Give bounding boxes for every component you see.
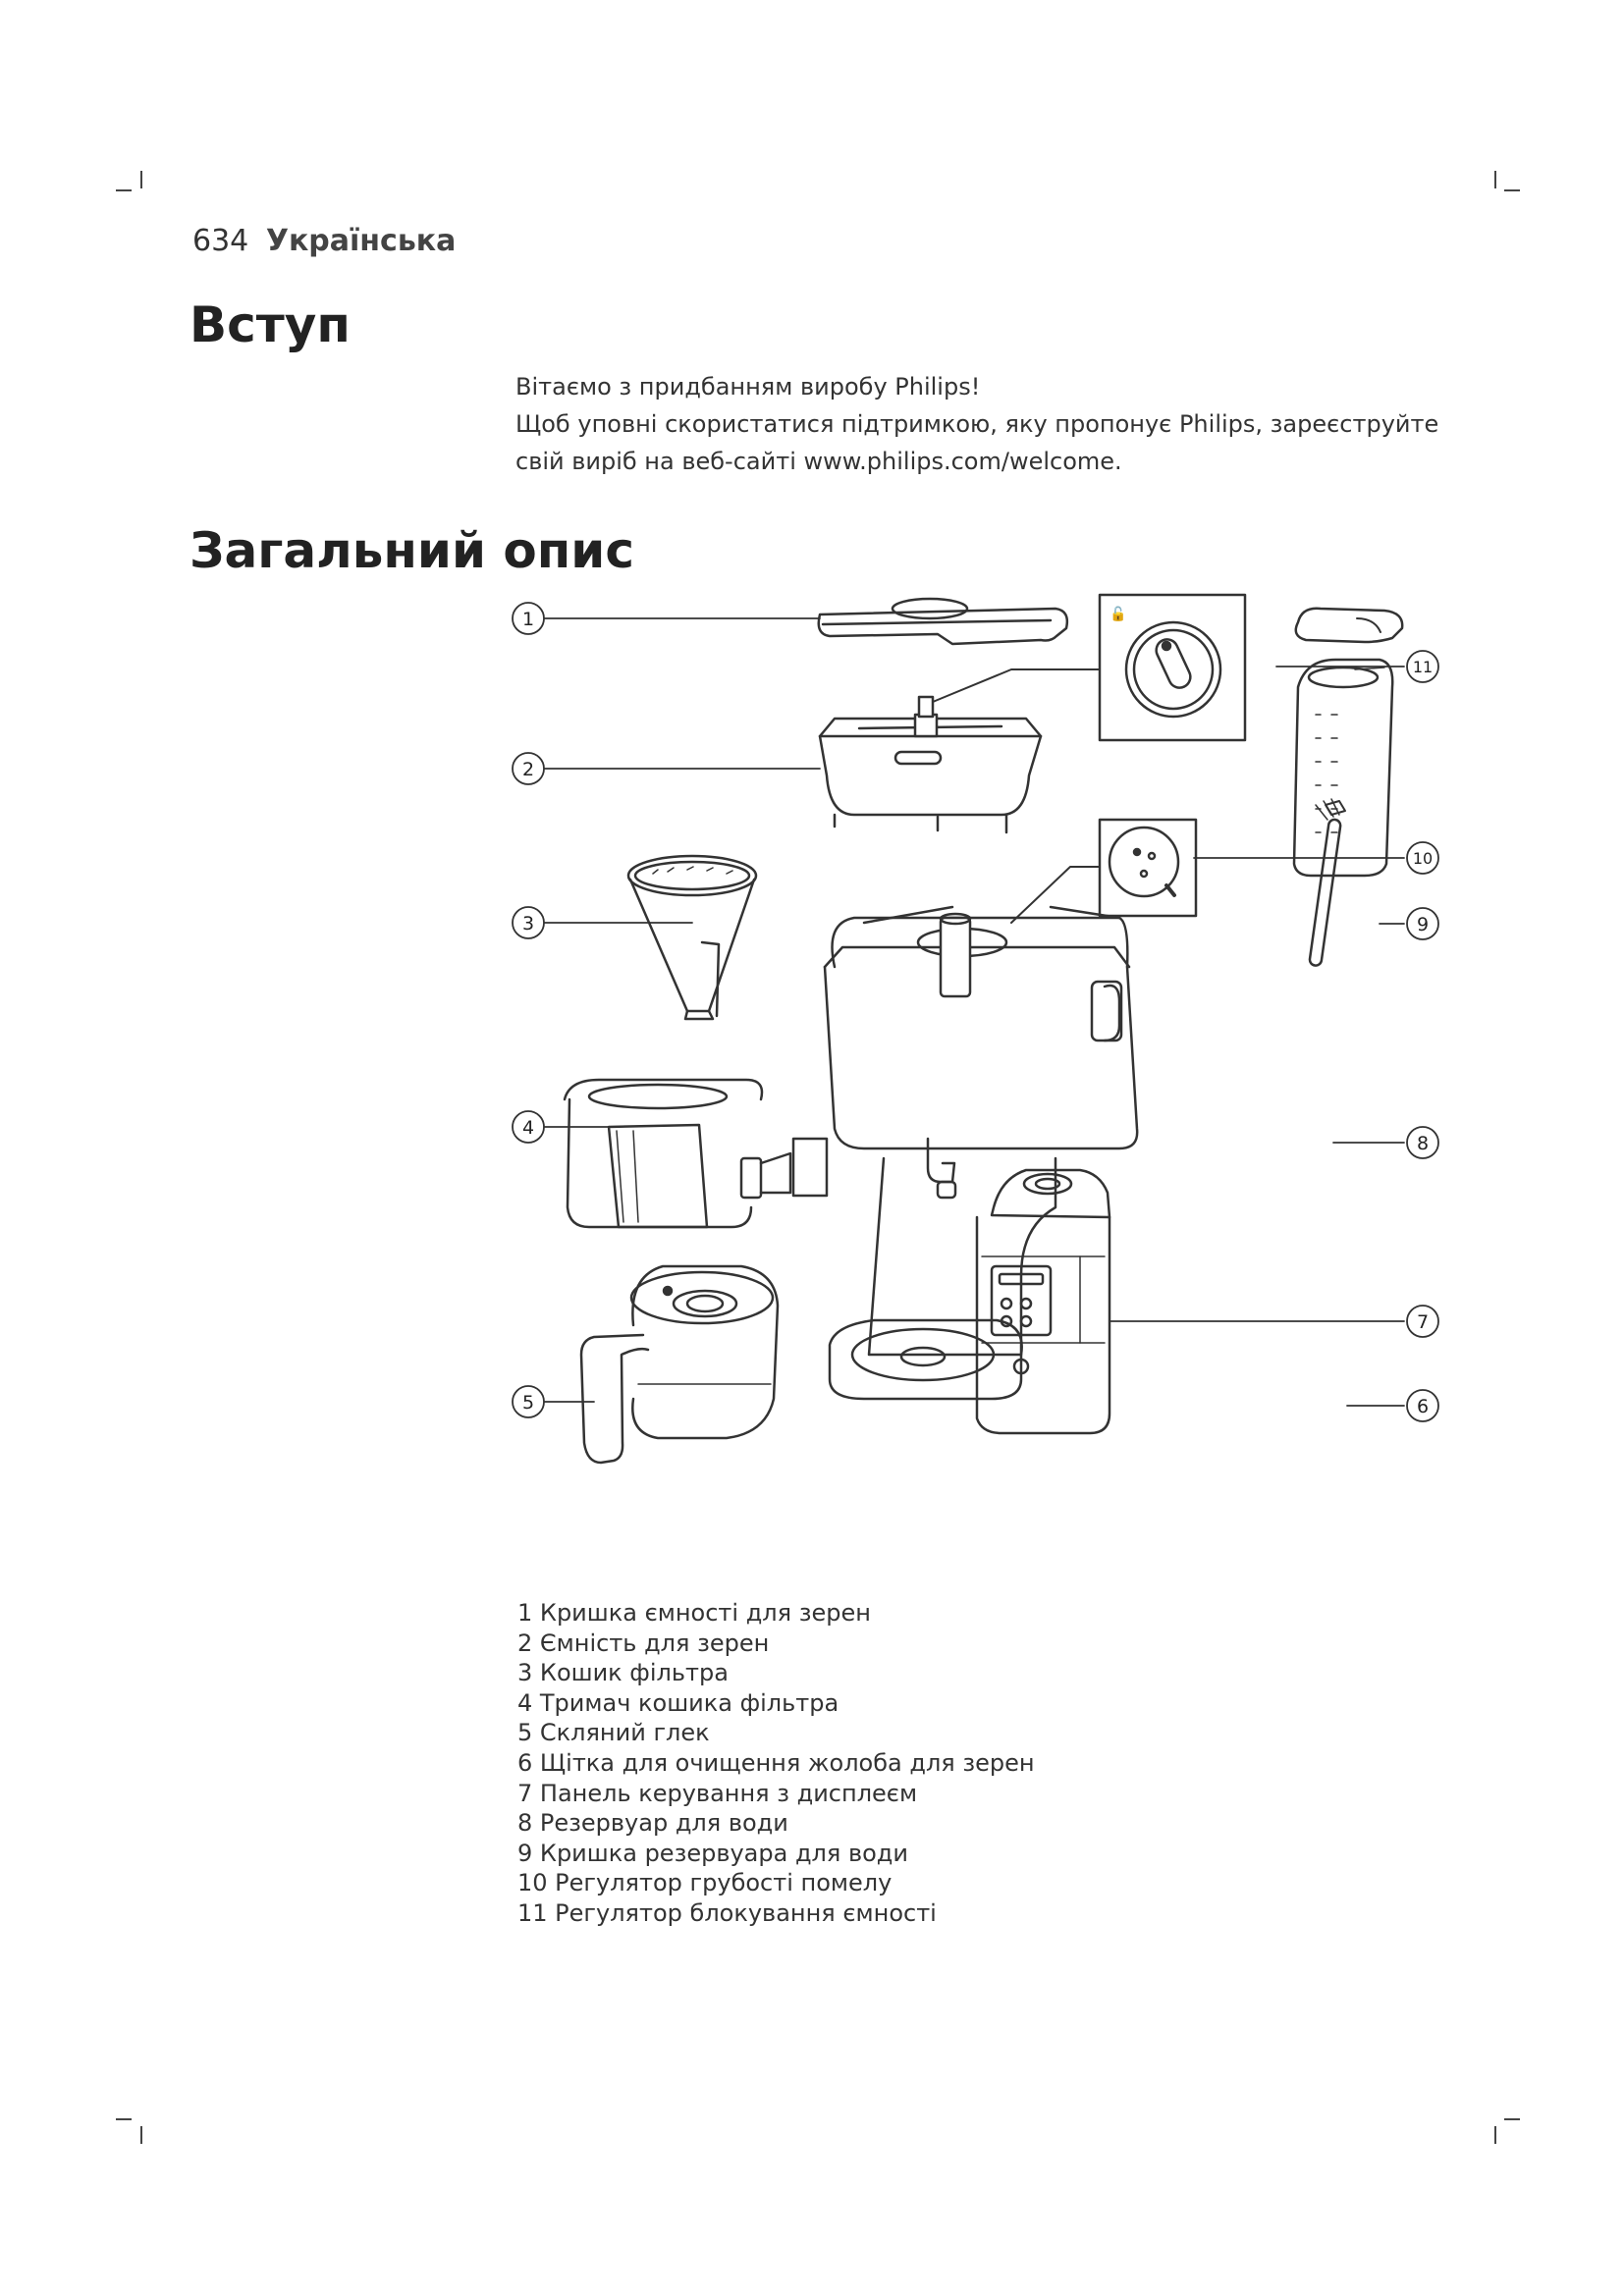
bean-container-illustration: [820, 697, 1041, 832]
intro-heading: Вступ: [189, 296, 351, 353]
callout-number: 2: [521, 759, 535, 780]
intro-text: [515, 369, 1497, 481]
intro-paragraph: Вітаємо з придбанням виробу Philips!: [515, 373, 981, 400]
page-number: 634: [192, 224, 249, 258]
intro-paragraph: свій виріб на веб-сайті www.philips.com/welcome.: [515, 448, 1122, 475]
callout-8: [1407, 1127, 1438, 1158]
callout-10: [1407, 842, 1438, 874]
callout-1: [513, 603, 544, 634]
svg-text:🔓: 🔓: [1110, 607, 1127, 622]
grind-dial-inset: [1100, 820, 1196, 916]
page-header: [192, 224, 456, 258]
callout-7: [1407, 1306, 1438, 1337]
coffee-machine-diagram: [491, 579, 1483, 1561]
filter-holder-illustration: [565, 1080, 827, 1227]
legend-item: 2 Ємність для зерен: [517, 1629, 770, 1657]
parts-legend: [517, 1598, 1035, 1929]
legend-item: 8 Резервуар для води: [517, 1809, 788, 1838]
legend-item: 10 Регулятор грубості помелу: [517, 1869, 893, 1897]
callout-number: 11: [1412, 658, 1434, 676]
callout-number: 1: [521, 609, 535, 630]
crop-mark: [140, 171, 142, 188]
callout-number: 5: [521, 1392, 535, 1414]
crop-mark: [1504, 2118, 1520, 2120]
legend-item: 4 Тримач кошика фільтра: [517, 1688, 839, 1717]
callout-11: [1407, 651, 1438, 682]
callout-4: [513, 1111, 544, 1143]
callout-2: [513, 753, 544, 784]
callout-number: 3: [521, 913, 535, 934]
callout-number: 7: [1416, 1311, 1430, 1333]
crop-mark: [1504, 189, 1520, 191]
overview-heading: Загальний опис: [189, 522, 634, 579]
crop-mark: [116, 189, 132, 191]
water-tank-illustration: [1294, 660, 1392, 876]
cleaning-brush-illustration: [1309, 799, 1345, 966]
legend-item: 6 Щітка для очищення жолоба для зерен: [517, 1748, 1035, 1777]
callout-9: [1407, 908, 1438, 939]
legend-item: 5 Скляний глек: [517, 1719, 710, 1747]
language-label: Українська: [265, 224, 457, 258]
callout-number: 9: [1416, 914, 1430, 935]
legend-item: 9 Кришка резервуара для води: [517, 1839, 908, 1867]
intro-paragraph: Щоб уповні скористатися підтримкою, яку пропонує Philips, зареєструйте: [515, 410, 1439, 438]
callout-number: 10: [1412, 849, 1434, 868]
callout-5: [513, 1386, 544, 1417]
legend-item: 7 Панель керування з дисплеєм: [517, 1779, 918, 1807]
filter-basket-illustration: [628, 856, 756, 1019]
glass-carafe-illustration: [581, 1266, 778, 1463]
bean-container-lid-illustration: [819, 599, 1067, 644]
callout-number: 6: [1416, 1396, 1430, 1417]
crop-mark: [116, 2118, 132, 2120]
legend-item: 1 Кришка ємності для зерен: [517, 1599, 871, 1627]
crop-mark: [1494, 2126, 1496, 2144]
legend-item: 11 Регулятор блокування ємності: [517, 1898, 937, 1927]
callout-number: 4: [521, 1117, 535, 1139]
container-lock-dial-inset: [1100, 595, 1245, 740]
crop-mark: [1494, 171, 1496, 188]
inset-leader: [1011, 867, 1100, 923]
water-tank-lid-illustration: [1296, 609, 1402, 642]
callout-6: [1407, 1390, 1438, 1421]
inset-leader: [933, 669, 1100, 702]
crop-mark: [140, 2126, 142, 2144]
callout-3: [513, 907, 544, 938]
callout-number: 8: [1416, 1133, 1430, 1154]
coffee-machine-body-illustration: [825, 907, 1137, 1433]
legend-item: 3 Кошик фільтра: [517, 1659, 729, 1687]
